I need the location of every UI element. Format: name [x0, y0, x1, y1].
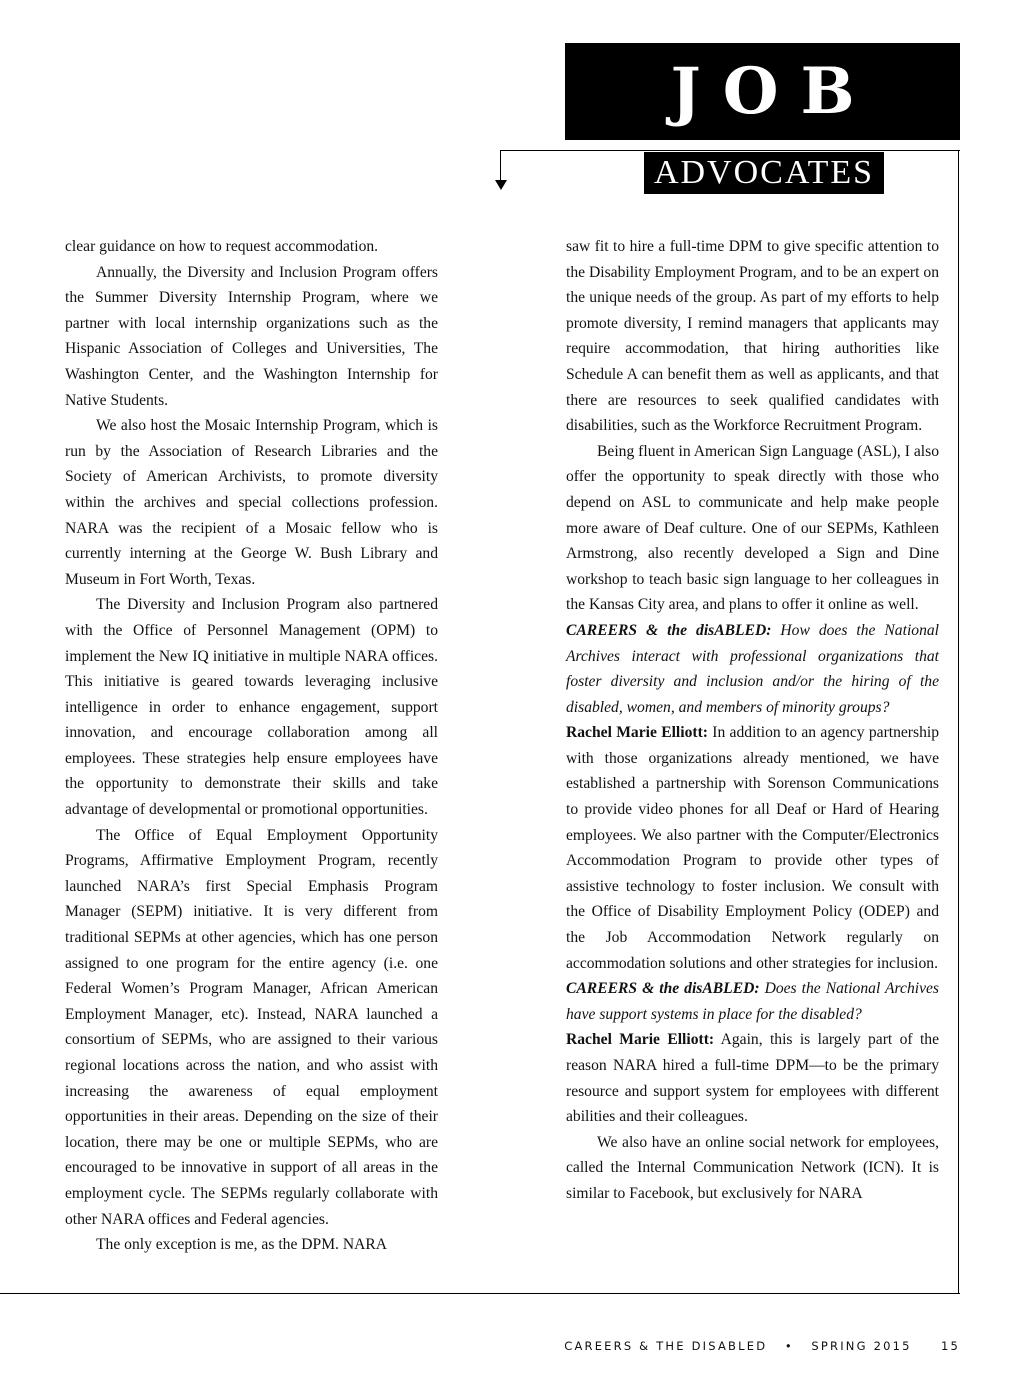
right-column	[566, 234, 939, 1207]
section-title-box	[565, 43, 960, 140]
paragraph: saw fit to hire a full-time DPM to give specific attention to the Disability Employment Program, and to be an expert on the unique needs of the group. As part of my efforts to help promote diversity, I remind managers that applicants may require accommodation, that hiring authorities like Schedule A can benefit them as well as applicants, and that there are resources to seek qualified candidates with disabilities, such as the Workforce Recruitment Program.	[566, 238, 939, 435]
interview-question	[566, 618, 939, 720]
paragraph: We also have an online social network for employees, called the Internal Communication Network (ICN). It is similar to Facebook, but exclusively for NARA	[566, 1133, 939, 1202]
interview-answer	[566, 720, 939, 976]
section-subtitle-box	[568, 150, 960, 195]
paragraph: The only exception is me, as the DPM. NARA	[96, 1236, 388, 1254]
question-text: Does the National Archives have support systems in place for the disabled?	[566, 980, 939, 1023]
paragraph: Annually, the Diversity and Inclusion Program offers the Summer Diversity Internship Program, where we partner with local internship organizations such as the Hispanic Association of Colleges and Universities, The Washington Center, and the Washington Internship for Native Students.	[65, 263, 438, 409]
frame-left-tick	[500, 150, 501, 184]
down-arrow-icon	[495, 180, 507, 190]
page-number: 15	[940, 1339, 960, 1353]
frame-right-rule	[958, 150, 959, 1293]
paragraph: The Diversity and Inclusion Program also partnered with the Office of Personnel Management (OPM) to implement the New IQ initiative in multiple NARA offices. This initiative is geared towards leveraging inclusive intelligence in order to enhance engagement, support innovation, and encourage collaboration among all employees. These strategies help ensure employees have the opportunity to demonstrate their skills and take advantage of developmental or promotional opportunities.	[65, 596, 438, 819]
frame-bottom-rule	[0, 1293, 960, 1294]
question-label: CAREERS & the disABLED:	[566, 980, 760, 998]
paragraph: Being fluent in American Sign Language (ASL), I also offer the opportunity to speak directly with those who depend on ASL to communicate and help make people more aware of Deaf culture. One of our SEPMs, Kathleen Armstrong, also recently developed a Sign and Dine workshop to teach basic sign language to her colleagues in the Kansas City area, and plans to offer it online as well.	[566, 442, 939, 614]
footer-issue: SPRING 2015	[811, 1339, 912, 1353]
paragraph: We also host the Mosaic Internship Program, which is run by the Association of Research Libraries and the Society of American Archivists, to promote diversity within the archives and special collections profession. NARA was the recipient of a Mosaic fellow who is currently interning at the George W. Bush Library and Museum in Fort Worth, Texas.	[65, 417, 438, 588]
footer-publication: CAREERS & THE DISABLED	[564, 1339, 768, 1353]
answer-label: Rachel Marie Elliott:	[566, 1031, 715, 1049]
section-title: JOB	[670, 53, 877, 129]
paragraph: clear guidance on how to request accommodation.	[65, 238, 379, 255]
answer-text: Again, this is largely part of the reason NARA hired a full-time DPM—to be the primary resource and support system for employees with different abilities and their colleagues.	[566, 1031, 939, 1126]
page-footer	[470, 1339, 960, 1353]
answer-label: Rachel Marie Elliott:	[566, 724, 708, 742]
paragraph: The Office of Equal Employment Opportunity Programs, Affirmative Employment Program, recently launched NARA’s first Special Emphasis Program Manager (SEPM) initiative. It is very different from traditional SEPMs at other agencies, which has one person assigned to one program for the entire agency (i.e. one Federal Women’s Program Manager, African American Employment Manager, etc). Instead, NARA launched a consortium of SEPMs, who are assigned to their various regional locations across the nation, and who assist with increasing the awareness of equal employment opportunities in their areas. Depending on the size of their location, there may be one or multiple SEPMs, who are encouraged to be innovative in support of all areas in the employment cycle. The SEPMs regularly collaborate with other NARA offices and Federal agencies.	[65, 826, 438, 1228]
interview-answer	[566, 1027, 939, 1129]
footer-separator: •	[784, 1339, 794, 1353]
answer-text: In addition to an agency partnership with those organizations already mentioned, we have established a partnership with Sorenson Communications to provide video phones for all Deaf or Hard of Hearing employees. We also partner with the Computer/Electronics Accommodation Program to provide other types of assistive technology to foster inclusion. We consult with the Office of Disability Employment Policy (ODEP) and the Job Accommodation Network regularly on accommodation solutions and other strategies for inclusion.	[566, 724, 939, 972]
left-column	[65, 234, 438, 1258]
question-text: How does the National Archives interact with professional organizations that foster diversity and inclusion and/or the hiring of the disabled, women, and members of minority groups?	[566, 621, 939, 716]
interview-question	[566, 976, 939, 1027]
question-label: CAREERS & the disABLED:	[566, 621, 772, 639]
section-subtitle: ADVOCATES	[644, 152, 884, 194]
